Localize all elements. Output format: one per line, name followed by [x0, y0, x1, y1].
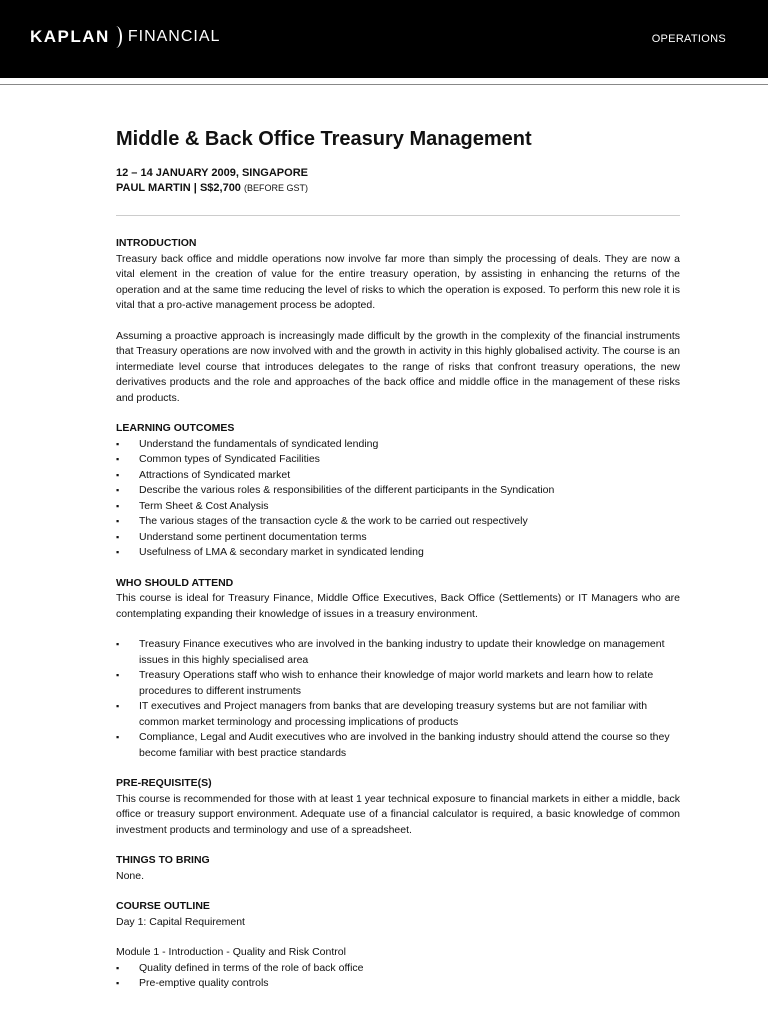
list-item: ▪ Understand some pertinent documentation terms	[116, 530, 680, 546]
page-header	[0, 0, 768, 78]
course-meta	[116, 166, 680, 196]
who-should-attend-list	[116, 637, 680, 761]
list-item: ▪ The various stages of the transaction cycle & the work to be carried out respectively	[116, 514, 680, 530]
prerequisites-heading: PRE-REQUISITE(S)	[116, 777, 212, 789]
list-item: ▪ Quality defined in terms of the role of back office	[116, 961, 680, 977]
things-to-bring-text: None.	[116, 869, 145, 882]
page-title: Middle & Back Office Treasury Management	[116, 128, 532, 150]
course-outline-day1: Day 1: Capital Requirement	[116, 915, 245, 928]
document-body	[116, 124, 680, 992]
things-to-bring-heading: THINGS TO BRING	[116, 854, 210, 866]
list-item: ▪ Pre-emptive quality controls	[116, 976, 680, 992]
prerequisites-text: This course is recommended for those with at least 1 year technical exposure to financial markets in either a middle, back office or treasury support environment. Adequate use of a financial calculator is required, a basic knowledge of common investment products and terminology and use of a spreadsheet.	[116, 792, 680, 836]
header-divider	[0, 84, 768, 85]
trainer-price: PAUL MARTIN | S$2,700	[116, 182, 241, 194]
who-should-attend-intro: This course is ideal for Treasury Finance, Middle Office Executives, Back Office (Settlements) or IT Managers who are contemplating expanding their knowledge of issues in a treasury environment.	[116, 592, 680, 620]
list-item: ▪ Compliance, Legal and Audit executives who are involved in the banking industry should attend the course so they become familiar with best practice standards	[116, 730, 680, 761]
list-item: ▪ Understand the fundamentals of syndicated lending	[116, 437, 680, 453]
list-item: ▪ Term Sheet & Cost Analysis	[116, 499, 680, 515]
course-outline-heading: COURSE OUTLINE	[116, 900, 210, 912]
who-should-attend-heading: WHO SHOULD ATTEND	[116, 576, 234, 589]
list-item: ▪ Treasury Finance executives who are involved in the banking industry to update their knowledge on management issues in this highly specialised area	[116, 637, 680, 668]
learning-outcomes-list	[116, 437, 680, 561]
price-note: (BEFORE GST)	[244, 183, 309, 193]
list-item: ▪ Common types of Syndicated Facilities	[116, 452, 680, 468]
logo-sub: FINANCIAL	[127, 28, 221, 45]
list-item: ▪ IT executives and Project managers from banks that are developing treasury systems but are not familiar with common market terminology and processing implications of products	[116, 699, 680, 730]
learning-outcomes-heading: LEARNING OUTCOMES	[116, 422, 235, 434]
list-item: ▪ Attractions of Syndicated market	[116, 468, 680, 484]
course-outline-module1: Module 1 - Introduction - Quality and Risk Control	[116, 946, 346, 958]
module1-list	[116, 961, 680, 992]
logo-brand: KAPLAN	[30, 27, 110, 46]
date-location: 12 – 14 JANUARY 2009, SINGAPORE	[116, 167, 308, 179]
introduction-para-2: Assuming a proactive approach is increasingly made difficult by the growth in the complexity of the financial instruments that Treasury operations are now involved with and the growth in activity in this highly globalised activity. The course is an intermediate level course that introduces delegates to the range of risks that confront treasury operations, the new derivatives products and the role and approaches of the back office and middle office in the management of these risks and products.	[116, 329, 680, 404]
list-item: ▪ Usefulness of LMA & secondary market in syndicated lending	[116, 545, 680, 561]
section-label: OPERATIONS	[651, 33, 726, 45]
list-item: ▪ Treasury Operations staff who wish to enhance their knowledge of major world markets and learn how to relate procedures to different instruments	[116, 668, 680, 699]
trainer-price-line	[116, 181, 680, 196]
introduction-para-1: Treasury back office and middle operations now involve far more than simply the processing of deals. They are now a vital element in the creation of value for the entire treasury operation, by assisting in enhancing the returns of the operation and at the same time reducing the level of risks to which the operation is exposed. To perform this new role it is vital that a pro-active management process be adopted.	[116, 252, 680, 311]
logo-arc-icon	[110, 26, 122, 48]
introduction-heading: INTRODUCTION	[116, 237, 197, 249]
list-item: ▪ Describe the various roles & responsibilities of the different participants in the Syndication	[116, 483, 680, 499]
kaplan-financial-logo	[30, 26, 220, 48]
